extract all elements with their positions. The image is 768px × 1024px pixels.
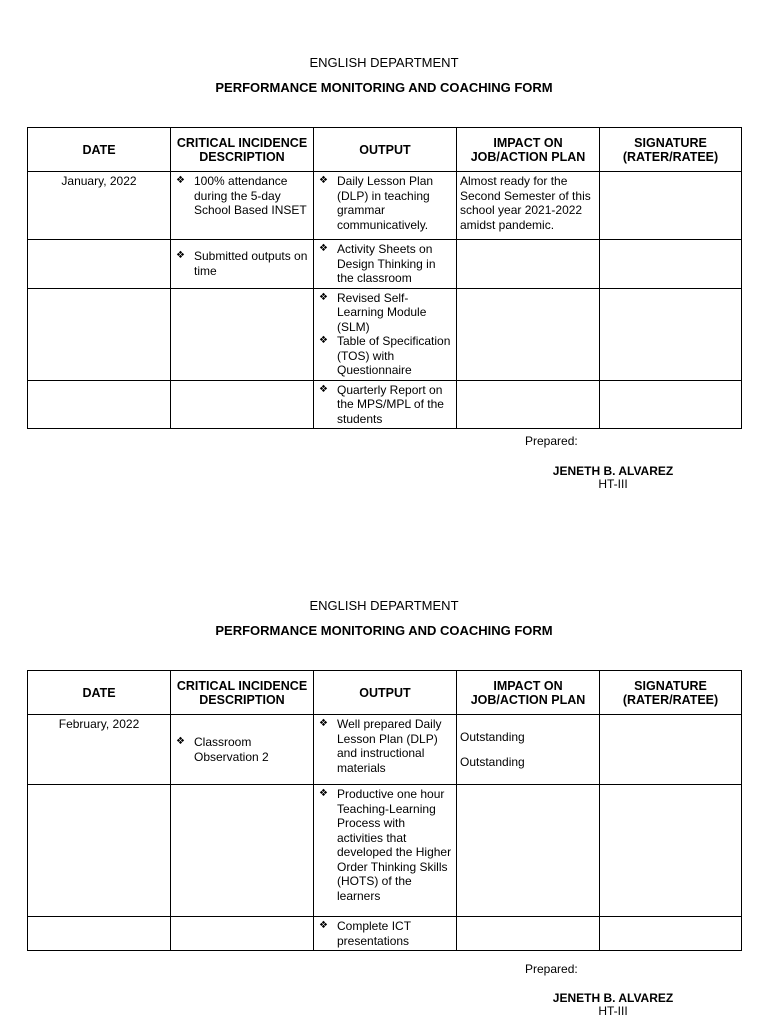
form-title: PERFORMANCE MONITORING AND COACHING FORM — [215, 623, 553, 638]
signer-block — [500, 991, 726, 1018]
bullet-item: ❖ Table of Specification (TOS) with Questionnaire — [317, 334, 453, 378]
date-cell — [28, 917, 171, 951]
bullet-item: ❖ Well prepared Daily Lesson Plan (DLP) and instructional materials — [317, 717, 453, 775]
signature-cell — [600, 715, 742, 785]
signature-cell — [600, 785, 742, 917]
impact-cell — [457, 240, 600, 289]
department-heading: ENGLISH DEPARTMENT — [309, 55, 459, 70]
signer-name: JENETH B. ALVAREZ — [552, 991, 674, 1005]
output-cell — [314, 917, 457, 951]
output-cell — [314, 380, 457, 429]
impact-cell — [457, 380, 600, 429]
output-cell — [314, 240, 457, 289]
header-impact: IMPACT ON JOB/ACTION PLAN — [457, 671, 600, 715]
table-row — [28, 288, 742, 380]
header-output: OUTPUT — [314, 671, 457, 715]
bullet-item: ❖ 100% attendance during the 5-day School Based INSET — [174, 174, 310, 218]
header-impact: IMPACT ON JOB/ACTION PLAN — [457, 128, 600, 172]
bullet-item: ❖ Activity Sheets on Design Thinking in the classroom — [317, 242, 453, 286]
date-cell: February, 2022 — [28, 715, 171, 785]
bullet-item: ❖ Revised Self-Learning Module (SLM) — [317, 291, 453, 335]
output-cell — [314, 715, 457, 785]
critical-cell — [171, 172, 314, 240]
signature-cell — [600, 917, 742, 951]
signer-name: JENETH B. ALVAREZ — [552, 464, 674, 478]
prepared-label: Prepared: — [525, 962, 578, 976]
date-cell — [28, 380, 171, 429]
critical-cell — [171, 715, 314, 785]
impact-cell — [457, 288, 600, 380]
department-heading: ENGLISH DEPARTMENT — [309, 598, 459, 613]
bullet-item: ❖ Classroom Observation 2 — [174, 735, 310, 764]
signer-block — [500, 464, 726, 491]
prepared-label: Prepared: — [525, 434, 578, 448]
bullet-item: ❖ Complete ICT presentations — [317, 919, 453, 948]
output-cell — [314, 785, 457, 917]
bullet-item: ❖ Quarterly Report on the MPS/MPL of the students — [317, 383, 453, 427]
table-header-row — [28, 128, 742, 172]
critical-cell — [171, 288, 314, 380]
impact-line: Outstanding — [460, 730, 525, 744]
signature-cell — [600, 288, 742, 380]
critical-cell — [171, 785, 314, 917]
table-row — [28, 715, 742, 785]
signature-cell — [600, 380, 742, 429]
monitoring-table — [27, 670, 742, 951]
date-cell — [28, 240, 171, 289]
table-row — [28, 172, 742, 240]
impact-cell — [457, 715, 600, 785]
header-signature: SIGNATURE (RATER/RATEE) — [600, 671, 742, 715]
impact-line: Outstanding — [460, 754, 525, 769]
header-critical-incidence: CRITICAL INCIDENCE DESCRIPTION — [171, 128, 314, 172]
impact-cell — [457, 785, 600, 917]
header-date: DATE — [28, 128, 171, 172]
signature-cell — [600, 240, 742, 289]
signer-position: HT-III — [598, 1004, 628, 1018]
output-cell — [314, 172, 457, 240]
signer-position: HT-III — [598, 477, 628, 491]
table-row — [28, 917, 742, 951]
date-cell — [28, 288, 171, 380]
table-row — [28, 380, 742, 429]
date-cell — [28, 785, 171, 917]
bullet-item: ❖ Daily Lesson Plan (DLP) in teaching grammar communicatively. — [317, 174, 453, 232]
critical-cell — [171, 917, 314, 951]
form-title: PERFORMANCE MONITORING AND COACHING FORM — [215, 80, 553, 95]
monitoring-table — [27, 127, 742, 429]
table-row — [28, 240, 742, 289]
bullet-item: ❖ Submitted outputs on time — [174, 249, 310, 278]
impact-cell: Almost ready for the Second Semester of this school year 2021-2022 amidst pandemic. — [457, 172, 600, 240]
output-cell — [314, 288, 457, 380]
signature-cell — [600, 172, 742, 240]
table-row — [28, 785, 742, 917]
date-cell: January, 2022 — [28, 172, 171, 240]
bullet-item: ❖ Productive one hour Teaching-Learning Process with activities that developed the Higher Order Thinking Skills (HOTS) of the learners — [317, 787, 453, 903]
header-output: OUTPUT — [314, 128, 457, 172]
header-date: DATE — [28, 671, 171, 715]
table-header-row — [28, 671, 742, 715]
header-signature: SIGNATURE (RATER/RATEE) — [600, 128, 742, 172]
critical-cell — [171, 380, 314, 429]
impact-cell — [457, 917, 600, 951]
critical-cell — [171, 240, 314, 289]
header-critical-incidence: CRITICAL INCIDENCE DESCRIPTION — [171, 671, 314, 715]
